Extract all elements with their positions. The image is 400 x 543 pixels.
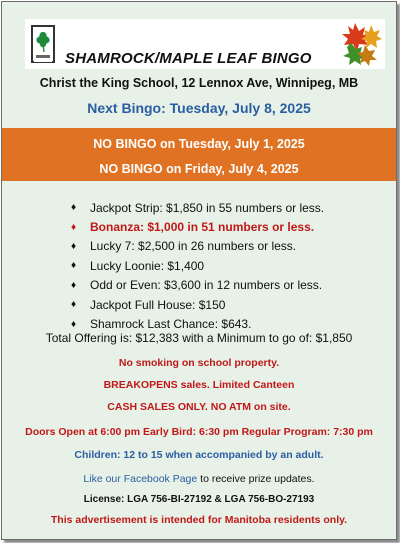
venue-address: Christ the King School, 12 Lennox Ave, Winnipeg, MB <box>39 76 359 90</box>
like-text: Like our <box>83 473 124 485</box>
total-offering: Total Offering is: $12,383 with a Minimum to go of: $1,850 <box>45 331 353 345</box>
license-info: License: LGA 756-BI-27192 & LGA 756-BO-27193 <box>83 494 315 505</box>
cash-notice: CASH SALES ONLY. NO ATM on site. <box>107 401 291 413</box>
list-item: ♦ Jackpot Full House: $150 <box>71 297 226 312</box>
list-item: ♦ Lucky 7: $2,500 in 26 numbers or less. <box>71 239 297 254</box>
page-title: SHAMROCK/MAPLE LEAF BINGO <box>65 50 312 67</box>
list-item: ♦ Bonanza: $1,000 in 51 numbers or less. <box>71 220 315 235</box>
flyer <box>1 1 397 540</box>
diamond-icon: ♦ <box>71 240 77 252</box>
next-bingo-date: Next Bingo: Tuesday, July 8, 2025 <box>87 100 311 116</box>
disclaimer: This advertisement is intended for Manitoba residents only. <box>50 514 348 526</box>
title-banner <box>25 19 385 69</box>
no-bingo-notice: NO BINGO on Friday, July 4, 2025 <box>99 162 299 176</box>
list-item: ♦ Shamrock Last Chance: $643. <box>71 317 252 332</box>
children-notice: Children: 12 to 15 when accompanied by an adult. <box>74 449 324 461</box>
breakopens-notice: BREAKOPENS sales. Limited Canteen <box>103 379 295 391</box>
diamond-icon: ♦ <box>71 279 77 291</box>
list-item: ♦ Odd or Even: $3,600 in 12 numbers or less. <box>71 278 323 293</box>
shamrock-icon <box>34 28 52 62</box>
diamond-icon: ♦ <box>71 318 77 330</box>
list-item: ♦ Lucky Loonie: $1,400 <box>71 258 205 273</box>
shamrock-logo <box>31 25 55 63</box>
no-bingo-notice: NO BINGO on Tuesday, July 1, 2025 <box>93 137 305 151</box>
diamond-icon: ♦ <box>71 221 77 233</box>
no-smoking-notice: No smoking on school property. <box>118 357 280 369</box>
facebook-note <box>2 473 396 485</box>
facebook-page-link[interactable]: Facebook Page <box>123 473 198 485</box>
diamond-icon: ♦ <box>71 260 77 272</box>
maple-leaf-icon <box>341 21 383 67</box>
diamond-icon: ♦ <box>71 299 77 311</box>
games-list <box>71 198 324 334</box>
list-item: ♦ Jackpot Strip: $1,850 in 55 numbers or less. <box>71 200 325 215</box>
no-bingo-banner <box>2 128 396 181</box>
diamond-icon: ♦ <box>71 202 77 214</box>
facebook-note-text: to receive prize updates. <box>197 473 315 485</box>
schedule-times: Doors Open at 6:00 pm Early Bird: 6:30 pm Regular Program: 7:30 pm <box>25 426 373 438</box>
